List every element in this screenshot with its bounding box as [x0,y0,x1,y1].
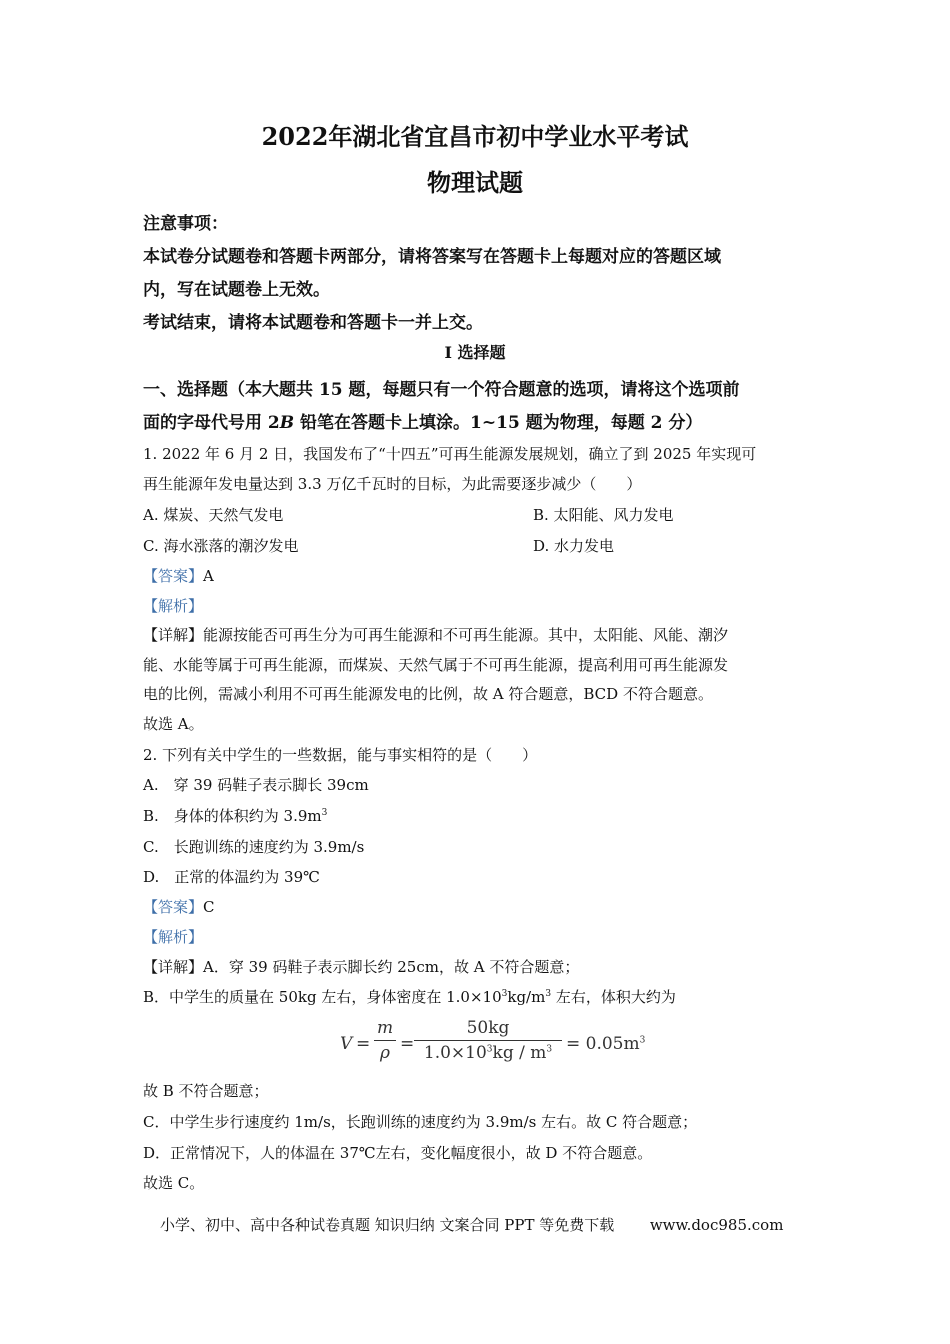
notes-line-2: 内，写在试题卷上无效。 [143,280,330,300]
q1-analysis-tag: 【解析】 [143,597,204,615]
q2-conclusion: 故选 C。 [143,1174,205,1192]
q2-answer-tag: 【答案】 [143,898,204,916]
formula-rhs [566,1034,645,1054]
q2-answer-value: C [203,898,215,916]
q1-detail-line-3: 电的比例，需减小利用不可再生能源发电的比例，故 A 符合题意，BCD 不符合题意。 [143,685,713,703]
formula-eq-1: = [356,1034,371,1054]
q2-detail-a-text: A．穿 39 码鞋子表示脚长约 25cm，故 A 不符合题意； [203,958,580,976]
q2-detail-tag: 【详解】 [143,958,204,976]
q2-option-b-sup: 3 [321,808,328,818]
q2-option-b-text: B. 身体的体积约为 3.9m [143,807,322,825]
q2-detail-c: C．中学生步行速度约 1m/s，长跑训练的速度约为 3.9m/s 左右。故 C 符合题意； [143,1113,698,1131]
exam-title: 2022年湖北省宜昌市初中学业水平考试 [261,122,689,151]
volume-formula [340,1016,646,1074]
q1-answer-tag: 【答案】 [143,567,204,585]
q2-answer [143,896,215,917]
q2-option-b [143,805,327,826]
formula-frac2-den-b: kg / m [492,1043,547,1063]
part1-line-2-c: 铅笔在答题卡上填涂。1~15 题为物理，每题 2 分） [294,413,703,433]
q1-detail-tag: 【详解】 [143,626,204,644]
footer-url[interactable]: www.doc985.com [649,1216,784,1234]
q1-detail-line-2: 能、水能等属于可再生能源，而煤炭、天然气属于不可再生能源，提高利用可再生能源发 [143,656,729,674]
formula-rhs-sup: 3 [639,1035,646,1046]
q2-detail-b-part-1: B．中学生的质量在 50kg 左右，身体密度在 1.0×10 [143,988,502,1006]
part1-line-2 [143,408,702,433]
part1-line-2-b: B [279,413,295,433]
formula-rhs-value: = 0.05m [566,1034,640,1054]
formula-frac2-den-sup2: 3 [546,1044,553,1055]
footer-text: 小学、初中、高中各种试卷真题 知识归纳 文案合同 PPT 等免费下载 [160,1216,615,1234]
q1-conclusion: 故选 A。 [143,715,204,733]
q2-detail-a [143,956,579,977]
q1-option-b: B. 太阳能、风力发电 [533,506,674,524]
q1-option-d: D. 水力发电 [533,537,615,555]
exam-subtitle: 物理试题 [427,168,523,197]
q2-option-d: D. 正常的体温约为 39℃ [143,868,320,886]
q2-detail-b-part-2: kg/m [507,988,546,1006]
q2-after-formula: 故 B 不符合题意； [143,1082,269,1100]
part1-line-2-a: 面的字母代号用 2 [143,413,280,433]
q1-answer [143,565,214,586]
q2-detail-d: D．正常情况下，人的体温在 37℃左右，变化幅度很小，故 D 不符合题意。 [143,1144,653,1162]
q1-stem-line-2: 再生能源年发电量达到 3.3 万亿千瓦时的目标，为此需要逐步减少（ ） [143,475,642,493]
section-title: I 选择题 [444,343,506,362]
part1-line-1: 一、选择题（本大题共 15 题，每题只有一个符合题意的选项，请将这个选项前 [143,380,740,400]
q1-option-c: C. 海水涨落的潮汐发电 [143,537,299,555]
formula-frac2-den [414,1041,562,1063]
q2-option-c: C. 长跑训练的速度约为 3.9m/s [143,838,365,856]
footer [160,1214,783,1235]
formula-frac1-den: ρ [380,1043,390,1063]
formula-frac2-den-a: 1.0×10 [423,1043,487,1063]
q2-option-a: A. 穿 39 码鞋子表示脚长 39cm [143,776,369,794]
q1-detail-text-1: 能源按能否可再生分为可再生能源和不可再生能源。其中，太阳能、风能、潮汐 [203,626,729,644]
q2-stem: 2. 下列有关中学生的一些数据，能与事实相符的是（ ） [143,746,538,764]
formula-frac2-den-sup: 3 [486,1044,493,1055]
q2-analysis-tag: 【解析】 [143,928,204,946]
formula-fraction-1 [374,1018,396,1063]
formula-eq-2: = [400,1034,415,1054]
formula-frac1-num: m [376,1018,394,1038]
q2-detail-b [143,986,676,1007]
formula-fraction-2 [414,1018,562,1063]
q1-detail-line-1 [143,624,728,645]
formula-lhs: V [340,1034,353,1054]
notes-line-3: 考试结束，请将本试题卷和答题卡一并上交。 [143,313,483,333]
q1-answer-value: A [203,567,214,585]
q1-stem-line-1: 1. 2022 年 6 月 2 日，我国发布了“十四五”可再生能源发展规划，确立了到 2025 年实现可 [143,445,757,463]
notes-line-1: 本试卷分试题卷和答题卡两部分，请将答案写在答题卡上每题对应的答题区域 [143,247,721,267]
q2-detail-b-sup-1: 3 [501,989,508,999]
formula-frac2-num: 50kg [466,1018,510,1038]
q2-detail-b-sup-2: 3 [545,989,552,999]
q2-detail-b-part-3: 左右，体积大约为 [551,988,676,1006]
q1-option-a: A. 煤炭、天然气发电 [143,506,284,524]
notes-heading: 注意事项： [143,214,228,234]
